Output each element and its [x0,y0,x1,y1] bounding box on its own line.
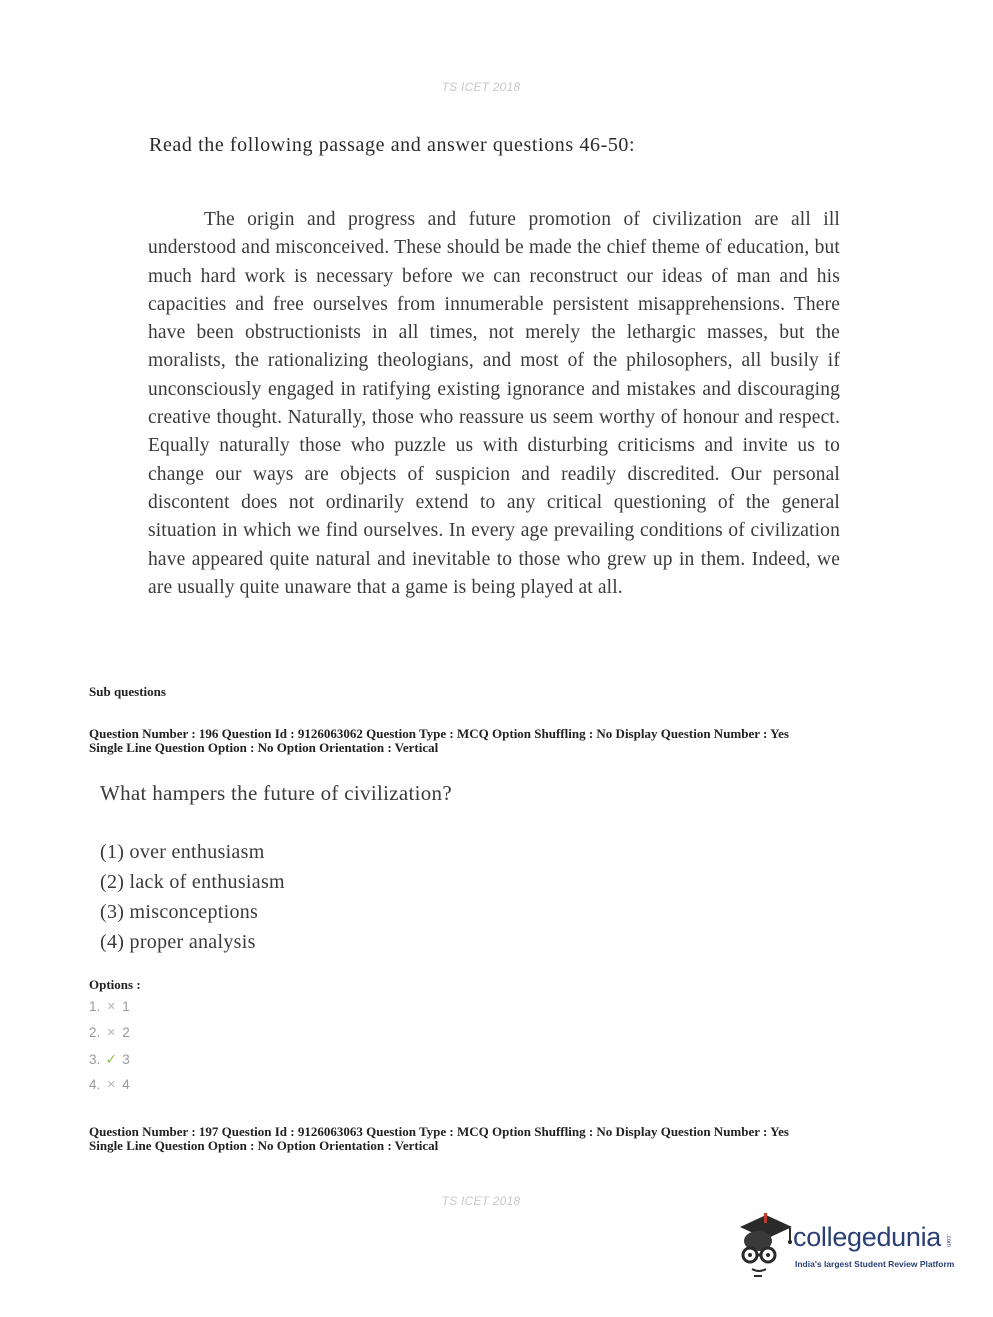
watermark-bottom: TS ICET 2018 [441,1194,521,1208]
option-row-1 [89,999,130,1014]
option-row-3 [89,1051,130,1068]
brand-tagline: India's largest Student Review Platform [795,1259,955,1269]
question-196-choice-4: (4) proper analysis [100,931,256,953]
option-number: 2. [89,1025,101,1040]
cross-icon: ✕ [106,1001,116,1013]
question-196-meta-line2: Single Line Question Option : No Option Orientation : Vertical [89,740,439,755]
question-197-meta-line2: Single Line Question Option : No Option Orientation : Vertical [89,1138,439,1153]
brand-tm: .com [945,1234,951,1248]
option-number: 3. [89,1052,101,1067]
option-value: 1 [122,999,130,1014]
cross-icon: ✕ [106,1027,116,1039]
option-value: 3 [122,1052,130,1067]
option-number: 4. [89,1077,101,1092]
question-196-choice-3: (3) misconceptions [100,901,259,923]
check-icon: ✓ [105,1051,118,1067]
option-row-4 [89,1077,130,1092]
option-value: 2 [122,1025,130,1040]
question-196-choice-1: (1) over enthusiasm [100,841,265,863]
option-value: 4 [122,1077,130,1092]
passage-text: The origin and progress and future promotion of civilization are all ill understood and misconceived. These should be made the chief theme of education, but much hard work is necessary before we can reconstruct our ideas of man and his capacities and free ourselves from innumerable persistent misapprehensions. There have been obstructionists in all times, not merely the lethargic masses, but the moralists, the rationalizing theologians, and most of the philosophers, all busily if unconsciously engaged in ratifying existing ignorance and mistakes and discouraging creative thought. Naturally, those who reassure us seem worthy of honour and respect. Equally naturally those who puzzle us with disturbing criticisms and invite us to change our ways are objects of suspicion and readily discredited. Our personal discontent does not ordinarily extend to any critical questioning of the general situation in which we find ourselves. In every age prevailing conditions of civilization have appeared quite natural and inevitable to those who grew up in them. Indeed, we are usually quite unaware that a game is being played at all. [148,209,840,598]
question-197-meta-line1: Question Number : 197 Question Id : 9126063063 Question Type : MCQ Option Shuffling : No Display Question Number : Yes [89,1124,789,1139]
option-number: 1. [89,999,101,1014]
brand-name: collegedunia [793,1222,942,1252]
collegedunia-mascot-icon [736,1211,794,1279]
question-196-text: What hampers the future of civilization? [100,781,452,805]
watermark-top: TS ICET 2018 [441,80,521,94]
question-196-choice-2: (2) lack of enthusiasm [100,871,285,893]
sub-questions-label: Sub questions [89,684,166,699]
cross-icon: ✕ [106,1079,116,1091]
question-196-meta-line1: Question Number : 196 Question Id : 9126063062 Question Type : MCQ Option Shuffling : No Display Question Number : Yes [89,726,789,741]
option-row-2 [89,1025,130,1040]
options-label: Options : [89,977,141,992]
passage-heading: Read the following passage and answer questions 46-50: [149,134,636,156]
